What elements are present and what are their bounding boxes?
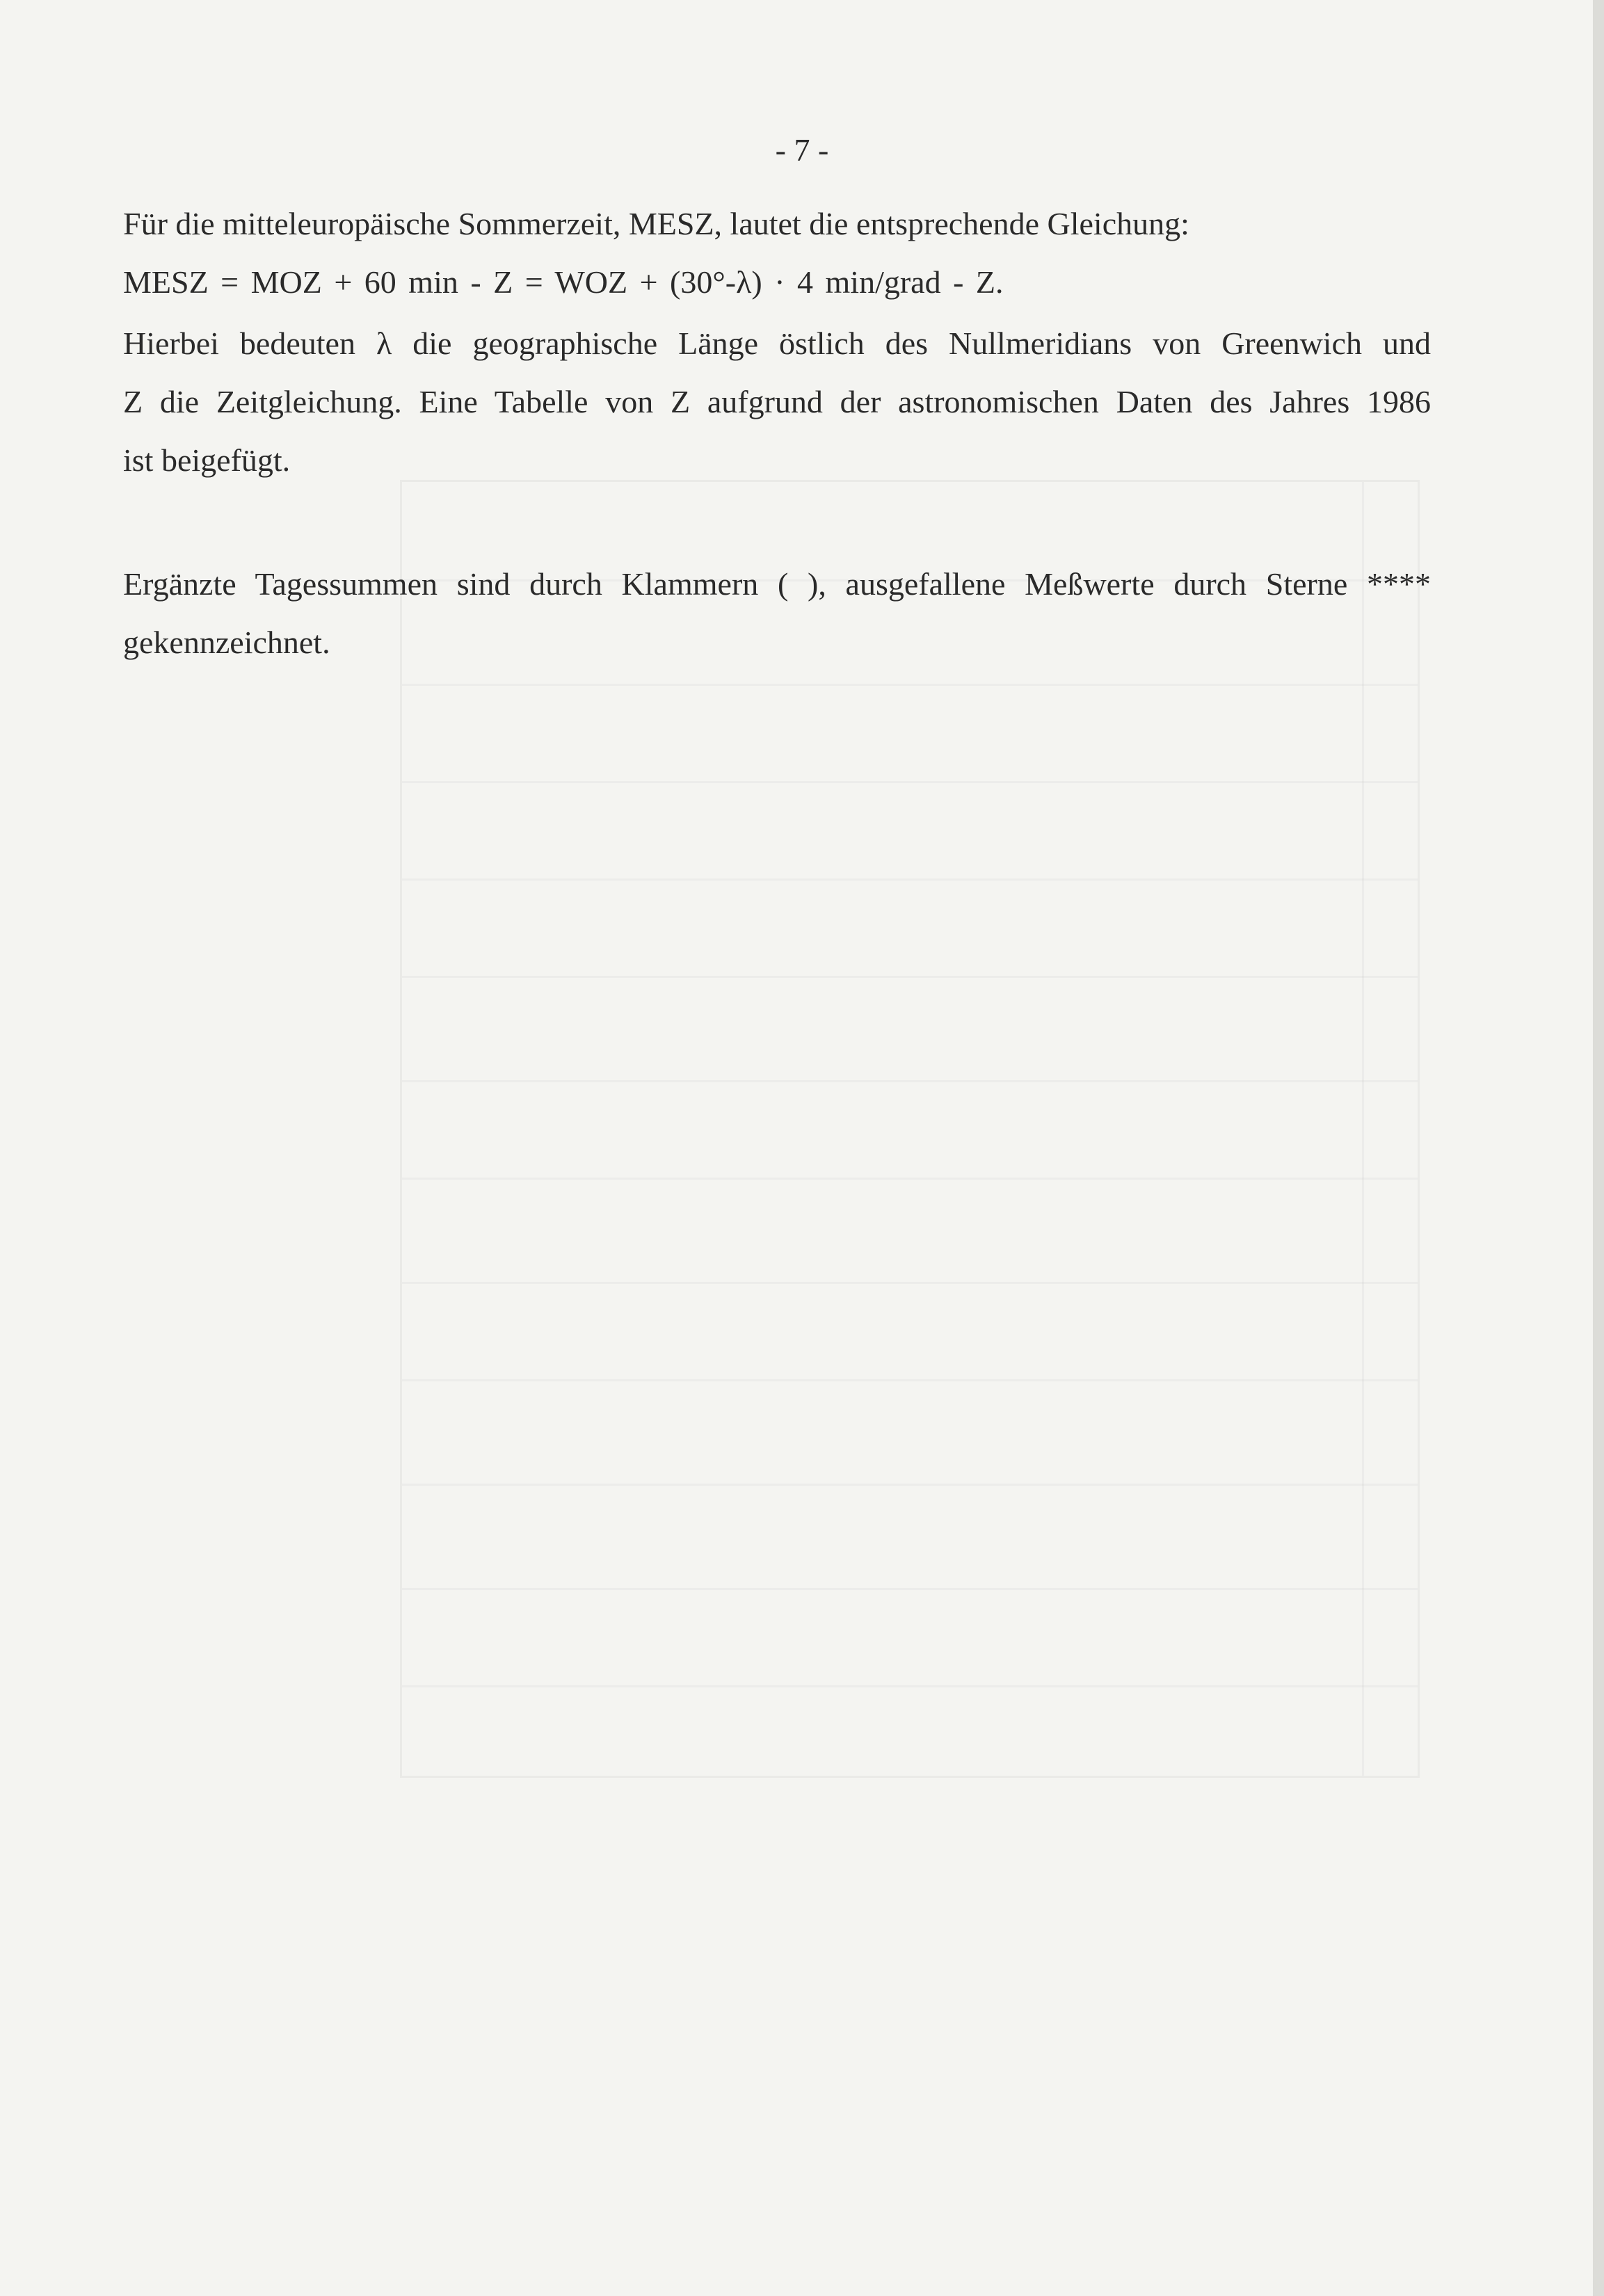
paragraph1-line1: Für die mitteleuropäische Sommerzeit, MESZ, lautet die entsprechende Gleichung: (123, 206, 1189, 241)
paragraph2-line2: gekennzeichnet. (123, 625, 330, 660)
reverse-side-bleed-through (400, 480, 1420, 1778)
paragraph2-line1: Ergänzte Tagessummen sind durch Klammern ( ), ausgefallene Meßwerte durch Sterne **** (123, 566, 1431, 602)
page-edge (1593, 0, 1604, 2296)
paragraph1-line4: Z die Zeitgleichung. Eine Tabelle von Z aufgrund der astronomischen Daten des Jahres 1986 (123, 384, 1431, 419)
paragraph1-line5: ist beigefügt. (123, 442, 291, 478)
paragraph1-line3: Hierbei bedeuten λ die geographische Länge östlich des Nullmeridians von Greenwich und (123, 326, 1431, 361)
page-number: - 7 - (775, 132, 829, 168)
mesz-equation: MESZ = MOZ + 60 min - Z = WOZ + (30°-λ) · 4 min/grad - Z. (123, 264, 1004, 300)
